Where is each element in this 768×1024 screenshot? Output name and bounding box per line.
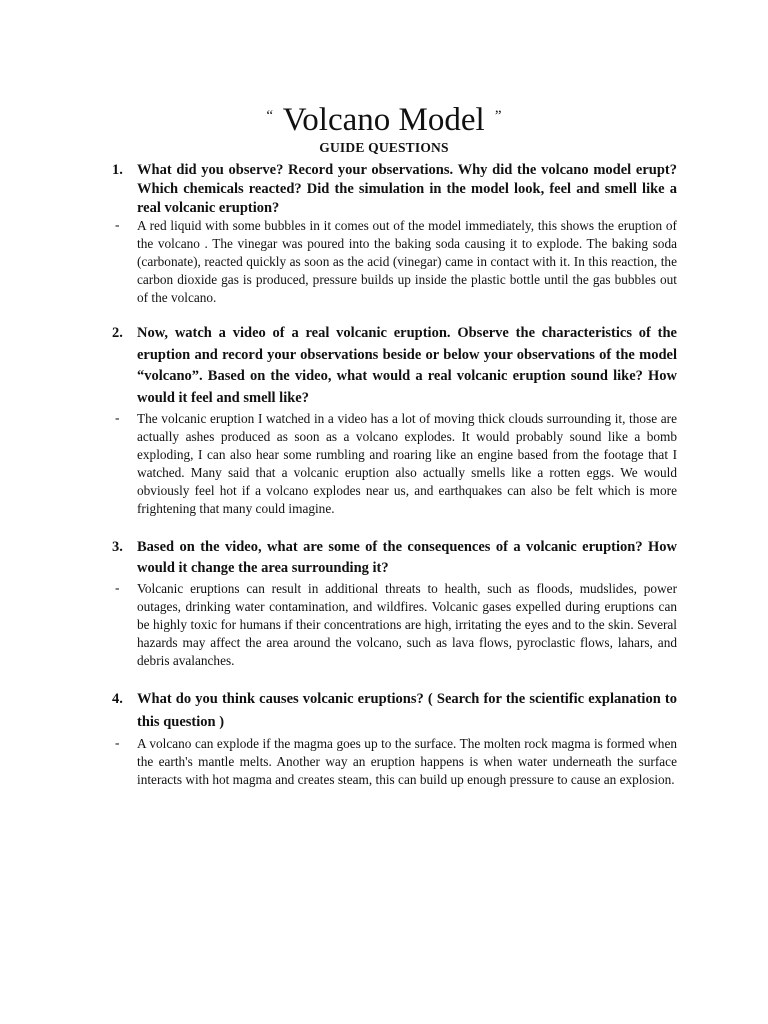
answer-2: [0, 410, 768, 518]
question-number: 1.: [112, 162, 123, 178]
question-4: [0, 688, 768, 734]
open-quote: “: [266, 108, 274, 124]
question-number: 3.: [112, 539, 123, 555]
answer-text: A volcano can explode if the magma goes up to the surface. The molten rock magma is formed when the earth's mantle melts. Another way an eruption happens is when water underneath the surface interacts with hot magma and creates steam, this can build up enough pressure to cause an explosion.: [137, 736, 677, 787]
question-text: What did you observe? Record your observations. Why did the volcano model erupt? Which chemicals reacted? Did the simulation in the model look, feel and smell like a real volcanic eruption?: [137, 162, 677, 216]
answer-dash: -: [115, 217, 120, 232]
answer-text: The volcanic eruption I watched in a video has a lot of moving thick clouds surrounding it, those are actually ashes produced as soon as a volcano explodes. It would probably sound like a bomb exploding, I can also hear some rumbling and roaring like an engine based from the footage that I watched. Many said that a volcanic eruption also actually smells like a rotten eggs. We would obviously feel hot if a volcano explodes near us, and earthquakes can also be felt which is more frightening that many could imagine.: [137, 411, 677, 516]
question-3: [0, 537, 768, 579]
document-subtitle: GUIDE QUESTIONS: [319, 140, 449, 155]
answer-text: Volcanic eruptions can result in additional threats to health, such as floods, mudslides, power outages, drinking water contamination, and wildfires. Volcanic gases expelled during eruptions can be highly toxic for humans if their concentrations are high, irritating the eyes and to the skin. Several hazards may affect the area around the volcano, such as lava flows, pyroclastic flows, lahars, and debris avalanches.: [137, 581, 677, 668]
document-title: [0, 96, 768, 140]
answer-text: A red liquid with some bubbles in it comes out of the model immediately, this shows the eruption of the volcano . The vinegar was poured into the baking soda causing it to explode. The baking soda (carbonate), reacted quickly as soon as the acid (vinegar) came in contact with it. In this reaction, the carbon dioxide gas is produced, pressure builds up inside the plastic bottle until the gas bubbles out of the volcano.: [137, 218, 677, 305]
question-1: [0, 161, 768, 218]
answer-4: [0, 735, 768, 789]
title-text: Volcano Model: [282, 102, 485, 138]
question-text: Based on the video, what are some of the consequences of a volcanic eruption? How would it change the area surrounding it?: [137, 539, 677, 576]
answer-1: [0, 217, 768, 307]
title-block: [0, 96, 768, 156]
answer-3: [0, 580, 768, 670]
answer-dash: -: [115, 580, 120, 595]
answer-dash: -: [115, 735, 120, 750]
question-2: [0, 323, 768, 409]
question-number: 2.: [112, 325, 123, 341]
close-quote: ”: [494, 108, 502, 124]
questions-list: [0, 161, 768, 789]
question-text: What do you think causes volcanic eruptions? ( Search for the scientific explanation to this question ): [137, 691, 677, 730]
answer-dash: -: [115, 410, 120, 425]
question-number: 4.: [112, 691, 123, 707]
question-text: Now, watch a video of a real volcanic eruption. Observe the characteristics of the eruption and record your observations beside or below your observations of the model “volcano”. Based on the video, what would a real volcanic eruption sound like? How would it feel and smell like?: [137, 325, 677, 406]
